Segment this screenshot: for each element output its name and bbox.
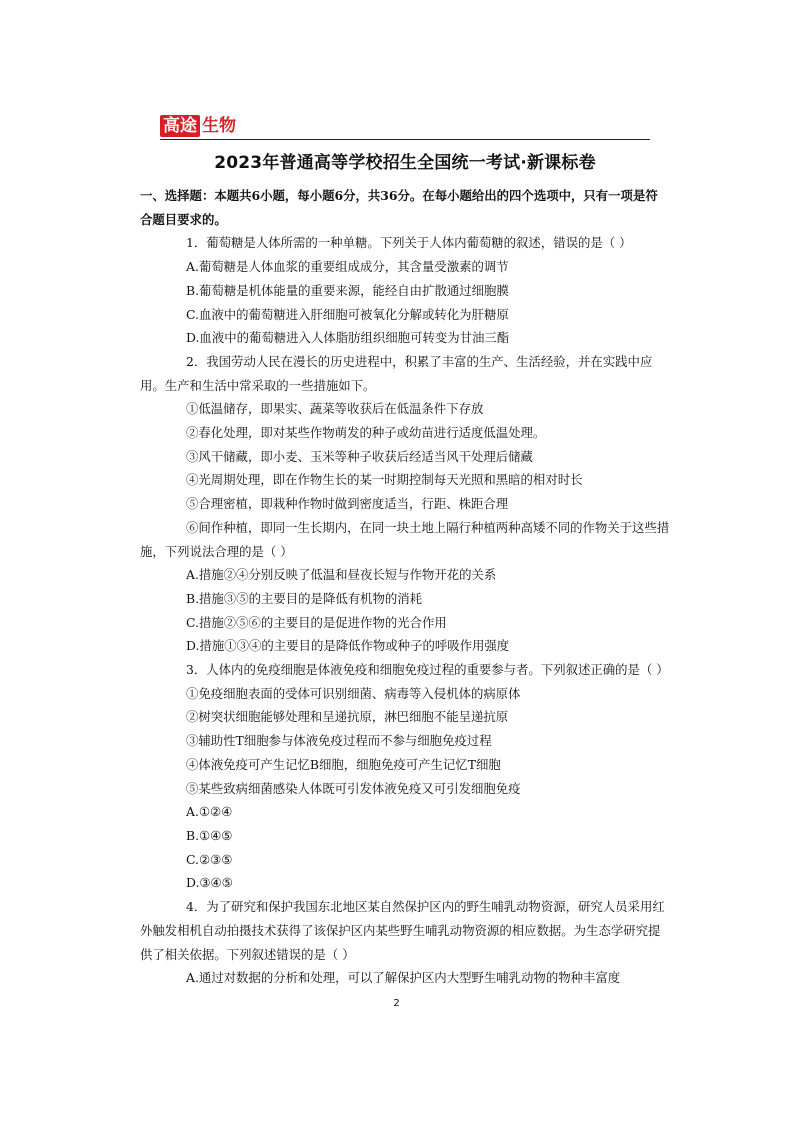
q2-stem: 2．我国劳动人民在漫长的历史进程中，积累了丰富的生产、生活经验，并在实践中应用。生产和生活中常采取的一些措施如下。	[140, 353, 653, 393]
q2-option-b: B.措施③⑤的主要目的是降低有机物的消耗	[186, 590, 423, 606]
q4-stem: 4．为了研究和保护我国东北地区某自然保护区内的野生哺乳动物资源，研究人员采用红外触发相机自动拍摄技术获得了该保护区内某些野生哺乳动物资源的相应数据。为生态学研究提供了相关依据。下列叙述错误的是（ ）	[140, 899, 665, 962]
q2-item-5: ⑤合理密植，即栽种作物时做到密度适当，行距、株距合理	[186, 496, 509, 512]
q2-item-1: ①低温储存，即果实、蔬菜等收获后在低温条件下存放	[186, 401, 484, 417]
q2-option-c: C.措施②⑤⑥的主要目的是促进作物的光合作用	[186, 614, 447, 630]
q3-option-d: D.③④⑤	[186, 875, 233, 891]
section-heading: 一、选择题：本题共6小题，每小题6分，共36分。在每小题给出的四个选项中，只有一项是符合题目要求的。	[140, 188, 658, 227]
brand-subject: 生物	[202, 116, 236, 136]
q3-stem: 3．人体内的免疫细胞是体液免疫和细胞免疫过程的重要参与者。下列叙述正确的是（ ）	[186, 662, 669, 678]
q3-option-b: B.①④⑤	[186, 827, 233, 843]
q3-item-3: ③辅助性T细胞参与体液免疫过程而不参与细胞免疫过程	[186, 733, 492, 749]
q1-option-d: D.血液中的葡萄糖进入人体脂肪组织细胞可转变为甘油三酯	[186, 330, 510, 346]
q2-option-a: A.措施②④分别反映了低温和昼夜长短与作物开花的关系	[186, 567, 497, 583]
q1-option-a: A.葡萄糖是人体血浆的重要组成成分，其含量受激素的调节	[186, 259, 509, 275]
q2-item-6: ⑥间作种植，即同一生长期内，在同一块土地上隔行种植两种高矮不同的作物关于这些措施，下列说法合理的是（ ）	[140, 519, 670, 559]
q3-item-4: ④体液免疫可产生记忆B细胞，细胞免疫可产生记忆T细胞	[186, 756, 501, 772]
exam-title: 2023年普通高等学校招生全国统一考试·新课标卷	[214, 153, 596, 173]
header-divider	[160, 139, 650, 140]
exam-body	[140, 184, 670, 990]
q3-option-c: C.②③⑤	[186, 851, 233, 867]
q2-item-4: ④光周期处理，即在作物生长的某一时期控制每天光照和黑暗的相对时长	[186, 472, 583, 488]
page-number: 2	[393, 998, 400, 1009]
q3-option-a: A.①②④	[186, 804, 233, 820]
q3-item-5: ⑤某些致病细菌感染人体既可引发体液免疫又可引发细胞免疫	[186, 780, 521, 796]
brand-logo: 高途	[160, 115, 200, 137]
q1-option-c: C.血液中的葡萄糖进入肝细胞可被氧化分解或转化为肝糖原	[186, 306, 509, 322]
q2-item-3: ③风干储藏，即小麦、玉米等种子收获后经适当风干处理后储藏	[186, 448, 533, 464]
q4-option-a: A.通过对数据的分析和处理，可以了解保护区内大型野生哺乳动物的物种丰富度	[186, 970, 621, 986]
q2-item-2: ②春化处理，即对某些作物萌发的种子或幼苗进行适度低温处理。	[186, 425, 546, 441]
q1-option-b: B.葡萄糖是机体能量的重要来源，能经自由扩散通过细胞膜	[186, 282, 509, 298]
brand-header	[160, 115, 236, 137]
q2-option-d: D.措施①③④的主要目的是降低作物或种子的呼吸作用强度	[186, 638, 510, 654]
q3-item-1: ①免疫细胞表面的受体可识别细菌、病毒等入侵机体的病原体	[186, 685, 521, 701]
q3-item-2: ②树突状细胞能够处理和呈递抗原，淋巴细胞不能呈递抗原	[186, 709, 509, 725]
q1-stem: 1．葡萄糖是人体所需的一种单糖。下列关于人体内葡萄糖的叙述，错误的是（ ）	[186, 235, 632, 251]
